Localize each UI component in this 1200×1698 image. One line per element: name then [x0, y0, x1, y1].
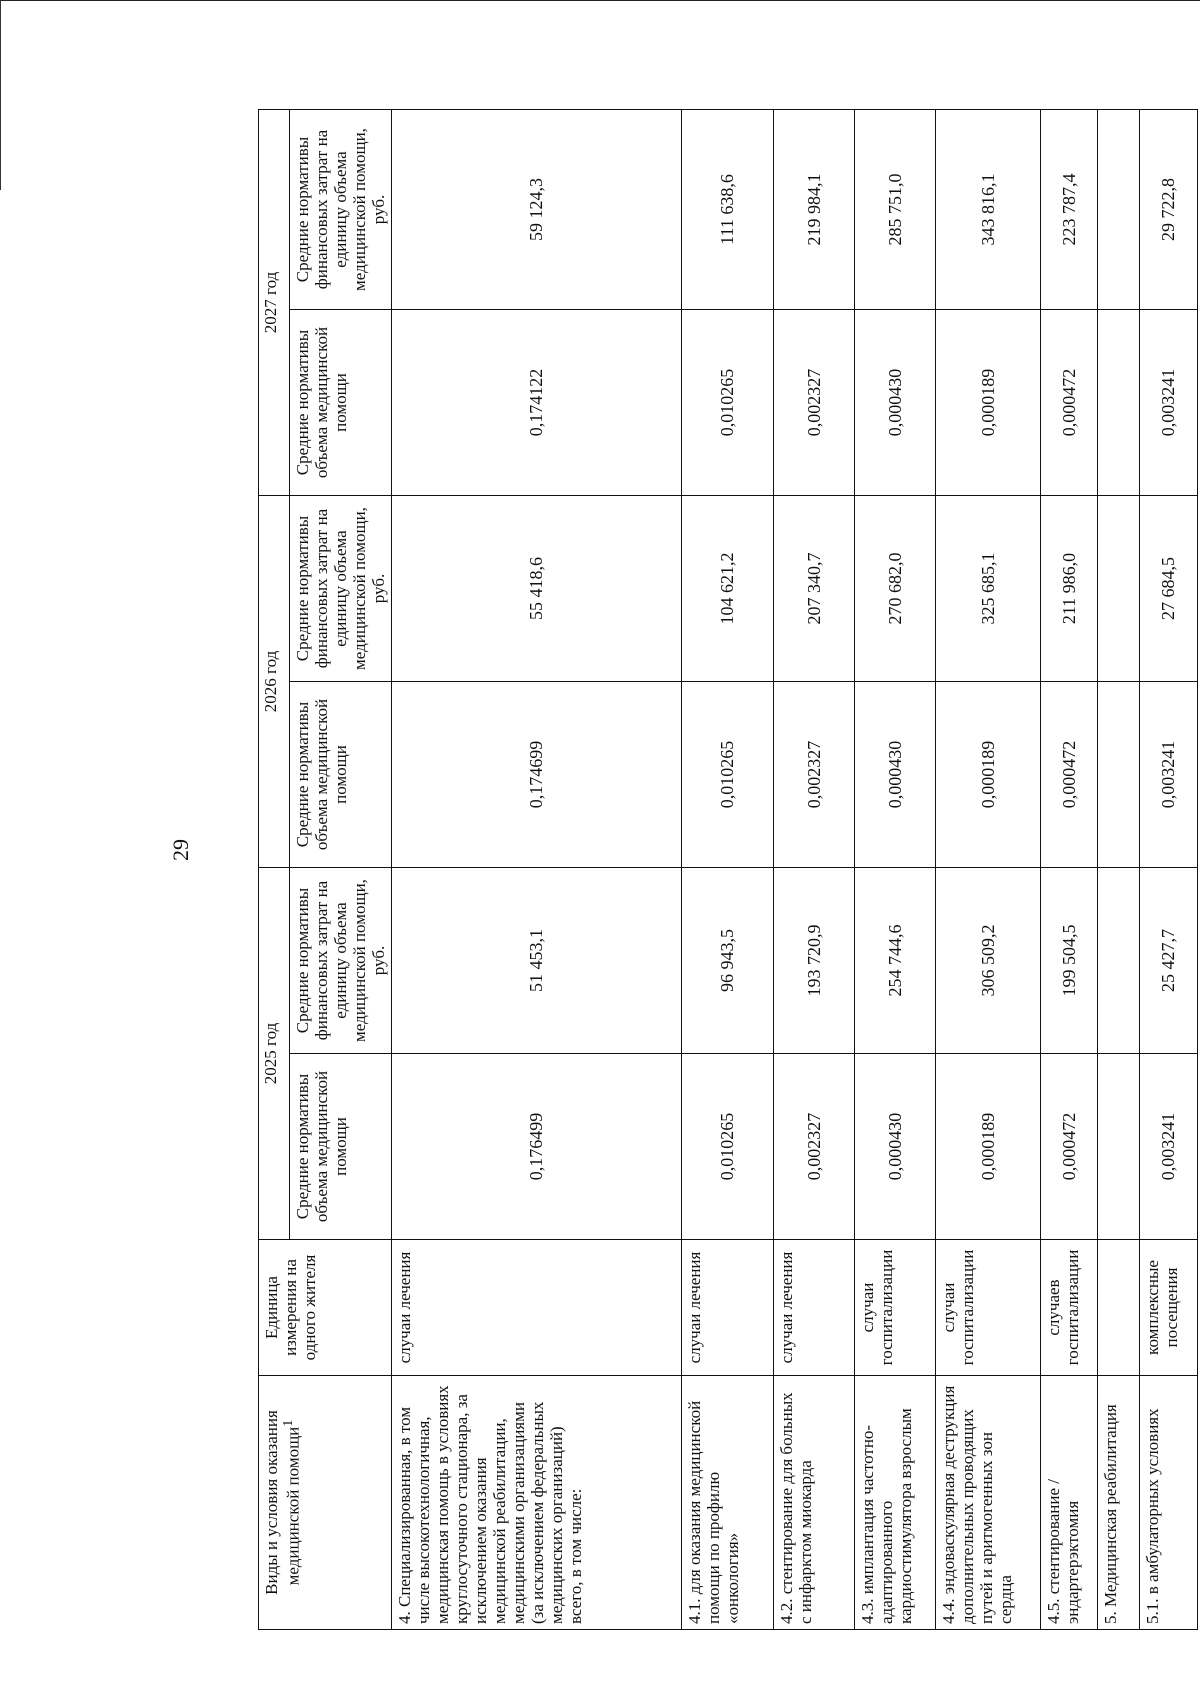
scan-edge-left [0, 0, 1, 190]
row-cost-2025: 199 504,5 [1040, 868, 1098, 1054]
row-unit [1098, 1240, 1140, 1376]
header-unit: Единица измерения на одного жителя [259, 1240, 392, 1376]
row-volume-2027: 0,000189 [936, 310, 1040, 496]
row-volume-2027: 0,174122 [392, 310, 681, 496]
table-row [681, 110, 774, 1630]
row-cost-2026: 104 621,2 [681, 496, 774, 682]
row-cost-2026: 55 418,6 [392, 496, 681, 682]
table-row [855, 110, 936, 1630]
row-unit: случаи лечения [392, 1240, 681, 1376]
row-cost-2025 [1098, 868, 1140, 1054]
row-cost-2027: 223 787,4 [1040, 110, 1098, 310]
row-cost-2027: 29 722,8 [1140, 110, 1198, 310]
row-cost-2026: 270 682,0 [855, 496, 936, 682]
row-volume-2027: 0,003241 [1140, 310, 1198, 496]
row-volume-2025: 0,002327 [774, 1054, 855, 1240]
row-unit: случаев госпитализации [1040, 1240, 1098, 1376]
row-name: 4.1. для оказания медицинской помощи по профилю «онкология» [681, 1376, 774, 1630]
table-row [1098, 110, 1140, 1630]
row-volume-2026: 0,003241 [1140, 682, 1198, 868]
header-year-2026: 2026 год [259, 496, 290, 868]
row-name: 4. Специализированная, в том числе высокотехнологичная, медицинская помощь в условиях круглосуточного стационара, за исключением оказания медицинской реабилитации, медицинскими организациями (за исключением федеральных медицинских организаций) всего, в том числе: [392, 1376, 681, 1630]
row-unit: случаи госпитализации [936, 1240, 1040, 1376]
row-volume-2027: 0,000472 [1040, 310, 1098, 496]
table-row [1040, 110, 1098, 1630]
table-row [392, 110, 681, 1630]
header-cost-2025: Средние нормативы финансовых затрат на единицу объема медицинской помощи, руб. [290, 868, 392, 1054]
row-unit: комплексные посещения [1140, 1240, 1198, 1376]
row-cost-2026 [1098, 496, 1140, 682]
row-volume-2026: 0,000430 [855, 682, 936, 868]
row-volume-2025: 0,010265 [681, 1054, 774, 1240]
row-volume-2027 [1098, 310, 1140, 496]
row-cost-2027 [1098, 110, 1140, 310]
row-volume-2025 [1098, 1054, 1140, 1240]
normatives-table [258, 109, 1198, 1630]
row-volume-2026: 0,000472 [1040, 682, 1098, 868]
header-row-years [259, 110, 290, 1630]
header-year-2025: 2025 год [259, 868, 290, 1240]
row-cost-2027: 111 638,6 [681, 110, 774, 310]
row-name: 4.2. стентирование для больных с инфарктом миокарда [774, 1376, 855, 1630]
table-row [1140, 110, 1198, 1630]
header-year-2027: 2027 год [259, 110, 290, 496]
row-name: 4.3. имплантация частотно-адаптированного кардиостимулятора взрослым [855, 1376, 936, 1630]
header-volume-2025: Средние нормативы объема медицинской помощи [290, 1054, 392, 1240]
row-cost-2026: 325 685,1 [936, 496, 1040, 682]
header-volume-2026: Средние нормативы объема медицинской помощи [290, 682, 392, 868]
row-volume-2025: 0,003241 [1140, 1054, 1198, 1240]
header-cost-2026: Средние нормативы финансовых затрат на единицу объема медицинской помощи, руб. [290, 496, 392, 682]
header-volume-2027: Средние нормативы объема медицинской помощи [290, 310, 392, 496]
row-name: 5.1. в амбулаторных условиях [1140, 1376, 1198, 1630]
row-name: 4.4. эндоваскулярная деструкция дополнительных проводящих путей и аритмогенных зон сердца [936, 1376, 1040, 1630]
row-volume-2025: 0,000430 [855, 1054, 936, 1240]
row-volume-2027: 0,000430 [855, 310, 936, 496]
row-volume-2026 [1098, 682, 1140, 868]
row-name: 5. Медицинская реабилитация [1098, 1376, 1140, 1630]
row-name: 4.5. стентирование / эндартерэктомия [1040, 1376, 1098, 1630]
row-volume-2026: 0,000189 [936, 682, 1040, 868]
row-cost-2027: 219 984,1 [774, 110, 855, 310]
row-volume-2026: 0,010265 [681, 682, 774, 868]
row-unit: случаи госпитализации [855, 1240, 936, 1376]
table-row [936, 110, 1040, 1630]
row-cost-2025: 254 744,6 [855, 868, 936, 1054]
row-cost-2026: 211 986,0 [1040, 496, 1098, 682]
header-cost-2027: Средние нормативы финансовых затрат на единицу объема медицинской помощи, руб. [290, 110, 392, 310]
row-cost-2025: 306 509,2 [936, 868, 1040, 1054]
row-cost-2027: 59 124,3 [392, 110, 681, 310]
row-cost-2025: 96 943,5 [681, 868, 774, 1054]
row-unit: случаи лечения [774, 1240, 855, 1376]
row-volume-2027: 0,002327 [774, 310, 855, 496]
scan-edge-top [0, 0, 1200, 1]
table-row [774, 110, 855, 1630]
page-number: 29 [168, 839, 193, 861]
row-volume-2025: 0,176499 [392, 1054, 681, 1240]
row-cost-2025: 51 453,1 [392, 868, 681, 1054]
row-volume-2026: 0,174699 [392, 682, 681, 868]
header-type: Виды и условия оказания медицинской помощи$^1$ [259, 1376, 392, 1630]
row-volume-2025: 0,000189 [936, 1054, 1040, 1240]
row-volume-2026: 0,002327 [774, 682, 855, 868]
row-cost-2025: 193 720,9 [774, 868, 855, 1054]
row-cost-2025: 25 427,7 [1140, 868, 1198, 1054]
row-cost-2026: 207 340,7 [774, 496, 855, 682]
row-volume-2025: 0,000472 [1040, 1054, 1098, 1240]
row-unit: случаи лечения [681, 1240, 774, 1376]
row-cost-2026: 27 684,5 [1140, 496, 1198, 682]
rotated-page [138, 50, 1200, 1650]
row-volume-2027: 0,010265 [681, 310, 774, 496]
row-cost-2027: 285 751,0 [855, 110, 936, 310]
row-cost-2027: 343 816,1 [936, 110, 1040, 310]
